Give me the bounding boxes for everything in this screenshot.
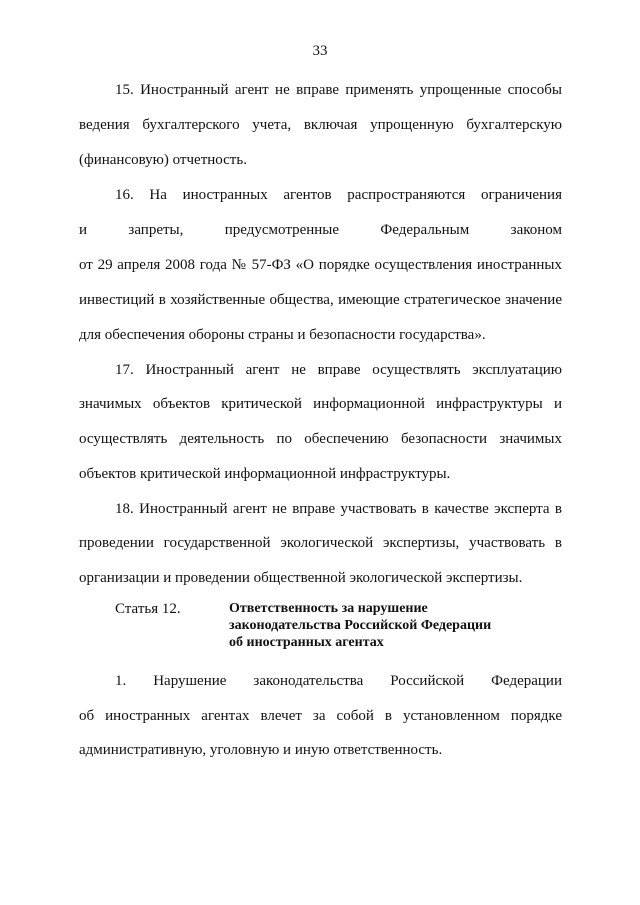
paragraph-15-line-1: 15. Иностранный агент не вправе применять упрощенные способы [115, 82, 562, 98]
paragraph-16-line-3: от 29 апреля 2008 года № 57-ФЗ «О порядке осуществления иностранных [79, 257, 562, 273]
paragraph-18-line-3: организации и проведении общественной экологической экспертизы. [79, 570, 523, 586]
paragraph-17-line-3: осуществлять деятельность по обеспечению безопасности значимых [79, 431, 562, 447]
article-paragraph-1-line-1: 1. Нарушение законодательства Российской Федерации [115, 673, 562, 689]
paragraph-17-line-4: объектов критической информационной инфраструктуры. [79, 466, 451, 482]
article-title-line-1: Ответственность за нарушение [229, 601, 428, 616]
paragraph-18-line-2: проведении государственной экологической экспертизы, участвовать в [79, 535, 562, 551]
article-title-line-3: об иностранных агентах [229, 635, 384, 650]
paragraph-16-line-1: 16. На иностранных агентов распространяются ограничения [115, 187, 562, 203]
paragraph-18-line-1: 18. Иностранный агент не вправе участвовать в качестве эксперта в [115, 501, 562, 517]
paragraph-15-line-3: (финансовую) отчетность. [79, 152, 247, 168]
article-paragraph-1-line-3: административную, уголовную и иную ответственность. [79, 742, 443, 758]
paragraph-16-line-4: инвестиций в хозяйственные общества, имеющие стратегическое значение [79, 292, 562, 308]
paragraph-17-line-1: 17. Иностранный агент не вправе осуществлять эксплуатацию [115, 362, 562, 378]
paragraph-16-line-5: для обеспечения обороны страны и безопасности государства». [79, 327, 486, 343]
article-title [229, 600, 491, 651]
article-title-line-2: законодательства Российской Федерации [229, 618, 492, 633]
paragraph-15-line-2: ведения бухгалтерского учета, включая упрощенную бухгалтерскую [79, 117, 562, 133]
paragraph-16-line-2: и запреты, предусмотренные Федеральным законом [79, 222, 562, 238]
article-paragraph-1-line-2: об иностранных агентах влечет за собой в установленном порядке [79, 708, 562, 724]
article-label: Статья 12. [115, 601, 181, 617]
page-number: 33 [312, 43, 328, 59]
paragraph-17-line-2: значимых объектов критической информационной инфраструктуры и [79, 396, 562, 412]
